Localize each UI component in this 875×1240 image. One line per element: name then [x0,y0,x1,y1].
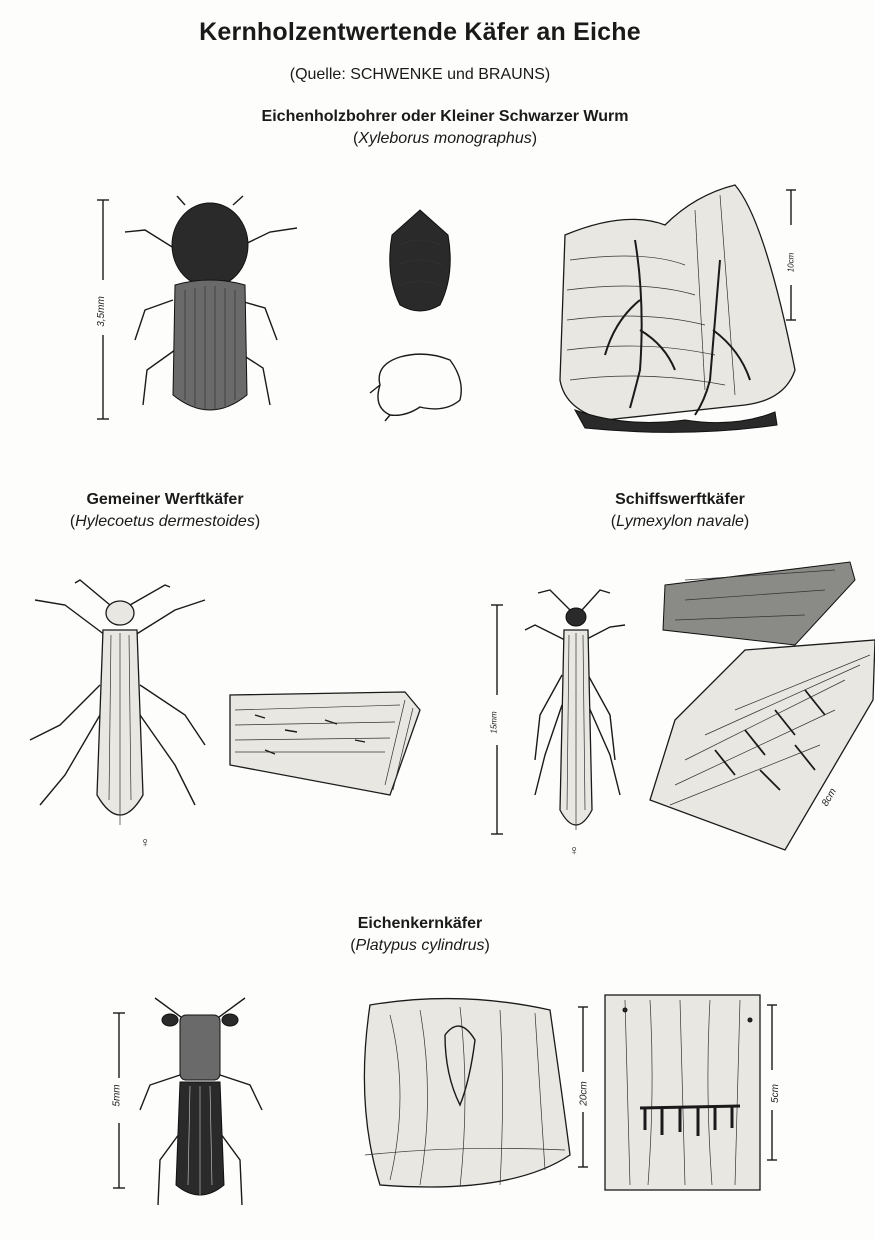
board-scale-bar-5cm [766,1000,778,1165]
latin-name-hylecoetus: (Hylecoetus dermestoides) [69,513,261,530]
section-xyleborus-heading [150,108,740,148]
latin-name-platypus: (Platypus cylindrus) [350,937,490,954]
female-symbol-hylecoetus: ♀ [140,834,151,850]
lymexylon-beetle-illustration [520,585,630,840]
platypus-beetle-illustration [130,990,270,1215]
female-symbol-lymexylon: ♀ [569,842,580,858]
section-hylecoetus-heading [40,491,290,531]
platypus-log-section-illustration [350,995,575,1205]
lymexylon-wood-planks-illustration [645,560,875,855]
source-note: (Quelle: SCHWENKE und BRAUNS) [289,66,551,83]
scale-label-15mm: 15mm [489,711,499,734]
species-name-platypus: Eichenkernkäfer [357,915,483,932]
hylecoetus-beetle-illustration [25,575,215,845]
latin-name-xyleborus: (Xyleborus monographus) [352,130,538,147]
xyleborus-pronotum-illustration [380,205,460,325]
species-name-hylecoetus: Gemeiner Werftkäfer [86,491,244,508]
xyleborus-side-view-illustration [365,345,470,425]
scale-label-5mm: 5mm [111,1084,123,1107]
section-platypus-heading [290,915,550,955]
hylecoetus-wood-block-illustration [225,690,425,800]
scale-label-20cm: 20cm [578,1081,590,1106]
species-name-lymexylon: Schiffswerftkäfer [615,491,745,508]
species-name-xyleborus: Eichenholzbohrer oder Kleiner Schwarzer Wurm [261,108,629,125]
xyleborus-wood-gallery-illustration [545,180,815,440]
scale-label-3-5mm: 3,5mm [95,296,107,327]
latin-name-lymexylon: (Lymexylon navale) [610,513,750,530]
page-title: Kernholzentwertende Käfer an Eiche [199,18,641,46]
scale-label-10cm: 10cm [786,252,796,273]
xyleborus-beetle-illustration [115,190,305,435]
scale-label-5cm: 5cm [769,1084,781,1103]
section-lymexylon-heading [565,491,795,531]
platypus-board-galleries-illustration [600,990,765,1195]
scale-label-8cm: 8cm [819,786,839,809]
